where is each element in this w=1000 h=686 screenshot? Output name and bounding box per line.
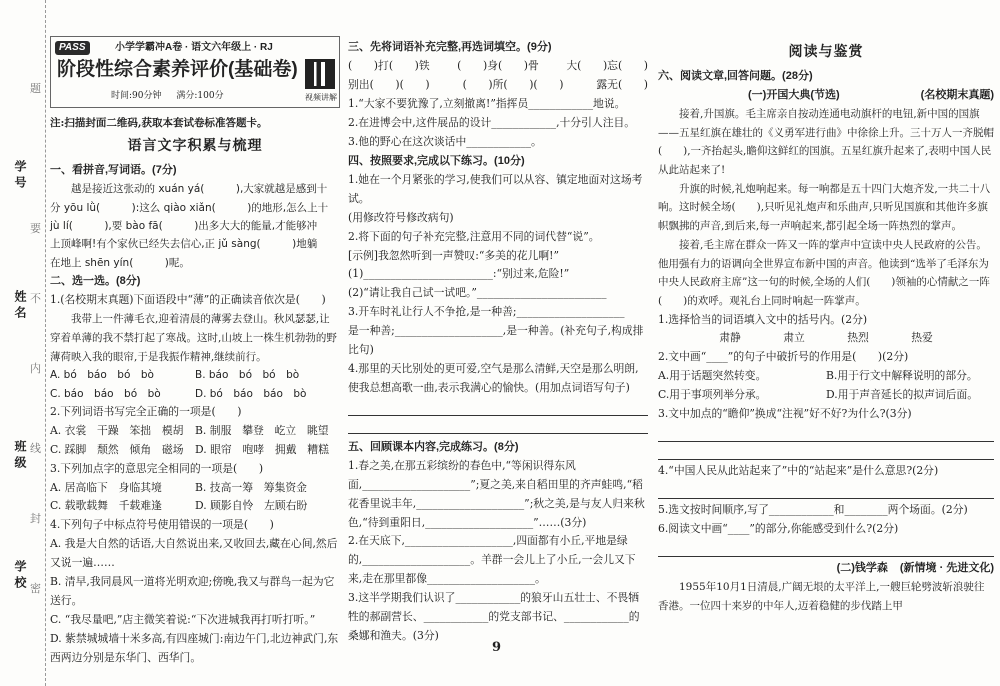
question-requirement: (用修改符号修改病句) [348,210,454,224]
question: 1.她在一个月紧张的学习,使我们可以从容、镇定地面对这场考试。 [348,172,643,205]
binding-margin [0,0,46,686]
passage-1-header [658,86,994,105]
options [50,366,340,403]
question[interactable]: 3.这半学期我们认识了____________的狼牙山五壮士、不畏牺牲的郝副营长、____________的党支部书记、____________的桑娜和渔夫。(3分) [348,591,640,642]
section-5-title: 五、回顾课本内容,完成练习。(8分) [348,440,519,453]
qr-label: 视频讲解 [305,93,337,102]
answer-line[interactable]: (1)________________________:“别过来,危险!” [348,267,570,281]
exam-header [50,36,340,108]
question[interactable]: 3.他的野心在这次谈话中____________。 [348,134,542,148]
passage-paragraph: 1955年10月1日清晨,广阔无垠的太平洋上,一艘巨轮劈波斩浪驶往香港。一位四十来岁的中年人,迈着稳健的步伐踏上甲 [658,580,985,612]
section-2-title: 二、选一选。(8分) [50,275,141,287]
seal-mark: 内 [30,362,41,375]
question: 4.“中国人民从此站起来了”中的“站起来”是什么意思?(2分) [658,463,939,477]
option[interactable]: B. 制服 攀登 屹立 眺望 [195,423,329,437]
option[interactable]: C. 踩脚 颓然 倾角 磁场 [50,442,184,456]
word-fill[interactable]: ( )所( )( ) [462,78,564,92]
pinyin-line: jù lí( ),要 bào fā( )出多大大的能量,才能够冲 [50,219,318,232]
option[interactable]: A.用于话题突然转变。 [658,369,767,383]
option[interactable]: B.用于行文中解释说明的部分。 [826,369,978,383]
option[interactable]: D. bó báo báo bò [195,387,307,400]
question[interactable]: 2.在进博会中,这件展品的设计____________,十分引人注目。 [348,115,636,129]
answer-line[interactable]: (2)“请让我自己试一试吧。”________________________ [348,286,607,300]
pinyin-line: 在地上 shēn yín( )呢。 [50,256,190,269]
answer-line[interactable] [658,424,994,442]
option[interactable]: C.用于事项列举分承。 [658,388,767,402]
label-name: 姓名 [13,290,27,322]
scan-note: 注:扫描封面二维码,获取本套试卷标准答题卡。 [50,117,268,129]
seal-mark: 密 [30,582,41,595]
question: 3.文中加点的“瞻仰”换成“注视”好不好?为什么?(3分) [658,407,912,421]
column-right [658,38,994,615]
question: 3.下列加点字的意思完全相同的一项是( ) [50,461,264,475]
option[interactable]: C. báo báo bó bò [50,387,161,400]
word-choice: 肃立 [783,331,805,345]
seal-mark: 不 [30,292,41,305]
question[interactable]: 5.选文按时间顺序,写了____________和________两个场面。(2分) [658,502,968,516]
label-school: 学校 [13,560,27,592]
option[interactable]: D.用于声音延长的拟声词后面。 [826,388,979,402]
options [50,479,340,517]
question: 4.下列句子中标点符号使用错误的一项是( ) [50,518,274,532]
option[interactable]: D. 眼帘 咆哮 拥戴 糟糕 [195,442,329,456]
pass-logo: PASS [55,41,90,55]
option[interactable]: A. 我是大自然的话语,大自然说出来,又收回去,藏在心间,然后又说一遍…… [50,537,338,570]
word-fill[interactable]: 别出( )( ) [348,78,430,92]
answer-line[interactable] [658,539,994,557]
word-choice: 肃静 [719,331,741,345]
question: 1.选择恰当的词语填入文中的括号内。(2分) [658,312,868,326]
pinyin-line: 上顶峰啊!有个家伙已经失去信心,正 jǔ sàng( )地躺 [50,238,318,251]
exam-title: 阶段性综合素养评价(基础卷) [57,59,298,80]
word-choices [658,329,994,348]
series-title: 小学学霸冲A卷 · 语文六年级上 · RJ [115,42,273,53]
option[interactable]: C. 载歌载舞 千载难逢 [50,499,162,513]
question[interactable]: 1.春之美,在那五彩缤纷的春色中,“等闲识得东风面,____________________”;夏之美,来自稻田里的齐声蛙鸣,“稻花香里说丰年,____________________”;秋之美,是与友人归来秋色,“待到重阳日,____________________”……(3分) [348,458,645,529]
option[interactable]: A. 居高临下 身临其境 [50,480,162,494]
passage-1-source: (名校期末真题) [920,88,994,101]
option[interactable]: D. 顾影自怜 左顾右盼 [195,499,308,513]
question: 4.那里的天比别处的更可爱,空气是那么清鲜,天空是那么明朗,使我总想高歌一曲,表示我满心的愉快。(用加点词语写句子) [348,361,639,394]
pinyin-line: 分 yōu lǜ( ):这么 qiào xiǎn( )的地形,怎么上十 [50,201,329,214]
passage-2-title: (二)钱学森 [836,561,888,574]
word-fill-row [348,57,648,76]
word-choice: 热爱 [911,331,933,345]
section-1-title: 一、看拼音,写词语。(7分) [50,163,177,176]
question[interactable]: 3.开车时礼让行人不争抢,是一种善;____________________ [348,305,625,319]
question: 2.下列词语书写完全正确的一项是( ) [50,404,242,418]
passage-paragraph: 接着,毛主席在群众一阵又一阵的掌声中宣读中央人民政府的公告。他用强有力的语调向全世界宣布新中国的声音。他读到“选举了毛泽东为中央人民政府主席”这一句的时候,全场的人们( )领袖的心情献之一阵( )的欢呼。观礼台上同时响起一阵掌声。 [658,238,990,307]
exam-meta [111,89,236,103]
word-fill-row [348,76,648,95]
word-fill[interactable]: ( )打( )铁 [348,59,430,73]
answer-line[interactable] [348,398,648,416]
options [658,367,994,405]
exam-score: 满分:100分 [176,91,224,101]
word-fill[interactable]: ( )身( )骨 [457,59,539,73]
seal-mark: 要 [30,222,41,235]
question: 2.将下面的句子补充完整,注意用不同的词代替“说”。 [348,229,600,243]
part-title: 语言文字积累与梳理 [127,138,263,155]
pinyin-line: 越是接近这张动的 xuán yá( ),大家就越是感到十 [71,183,328,196]
question: 2.文中画“____”的句子中破折号的作用是( )(2分) [658,350,909,364]
label-class: 班级 [13,440,27,472]
question[interactable]: 是一种善;____________________,是一种善。(补充句子,构成排比句) [348,324,644,356]
seal-mark: 线 [30,442,41,455]
option[interactable]: B. báo bó bó bò [195,369,300,382]
answer-line[interactable] [348,416,648,434]
passage-paragraph: 升旗的时候,礼炮响起来。每一响都是五十四门大炮齐发,一共二十八响。这时候全场( ),只听见礼炮声和乐曲声,只听见国旗和其他许多旗帜飘拂的声音,到后来,每一声响起来,都引起全场一阵热烈的掌声。 [658,182,991,233]
reading-title: 阅读与鉴赏 [788,44,864,60]
option[interactable]: A. 衣裳 干躁 笨拙 模胡 [50,423,184,437]
question[interactable]: 1.“大家不要犹豫了,立刻撤离!”指挥员____________地说。 [348,97,626,111]
answer-line[interactable] [658,481,994,499]
word-fill[interactable]: 大( )忘( ) [566,59,648,73]
label-student-id: 学号 [13,160,27,192]
option[interactable]: B. 清早,我同晨风一道将光明欢迎;傍晚,我又与群鸟一起为它送行。 [50,574,335,607]
question[interactable]: 2.在天底下,____________________,四面都有小丘,平地是绿的,____________________。羊群一会儿上了小丘,一会儿又下来,走在那里都像____________________。 [348,534,636,586]
question-passage: 我带上一件薄毛衣,迎着清晨的薄雾去登山。秋风瑟瑟,让穿着单薄的我不禁打起了寒战。这时,山坡上一株生机勃勃的野薄荷映入我的眼帘,于是我振作精神,继续前行。 [50,313,337,363]
option[interactable]: D. 紫禁城城墙十米多高,有四座城门:南边午门,北边神武门,东西两边分别是东华门、西华门。 [50,631,339,664]
passage-1-title: (一)开国大典(节选) [748,88,840,101]
question: 1.(名校期末真题)下面语段中“薄”的正确读音依次是( ) [50,293,326,307]
option[interactable]: A. bó báo bó bò [50,369,154,382]
question: 6.阅读文中画“____”的部分,你能感受到什么?(2分) [658,521,899,535]
option[interactable]: B. 技高一筹 筹集资金 [195,480,307,494]
passage-2-source: (新情境 · 先进文化) [899,561,994,574]
answer-line[interactable] [658,442,994,460]
seal-mark: 题 [30,82,41,95]
section-3-title: 三、先将词语补充完整,再选词填空。(9分) [348,41,552,53]
passage-paragraph: 接着,升国旗。毛主席亲自按动连通电动旗杆的电钮,新中国的国旗——五星红旗在雄壮的《义勇军进行曲》中徐徐上升。三十万人一齐脱帽( ),一齐抬起头,瞻仰这鲜红的国旗。五星红旗升起来了,表明中国人民从此站起来了! [658,108,994,177]
passage-2-header [658,559,994,578]
seal-mark: 封 [30,512,41,525]
example: [示例]我忽然听到一声赞叹:“多美的花儿啊!” [348,248,559,262]
section-6-title: 六、阅读文章,回答问题。(28分) [658,69,813,82]
options [50,422,340,460]
column-middle [348,38,648,646]
section-4-title: 四、按照要求,完成以下练习。(10分) [348,154,525,167]
page-number: 9 [492,640,502,655]
word-fill[interactable]: 露无( ) [596,78,648,92]
option[interactable]: C. “我尽量吧,”店主微笑着说:“下次进城我再打听打听。” [50,612,316,626]
qr-code-icon[interactable] [305,59,335,89]
exam-time: 时间:90分钟 [111,91,162,101]
column-left [50,36,340,667]
word-choice: 热烈 [847,331,869,345]
